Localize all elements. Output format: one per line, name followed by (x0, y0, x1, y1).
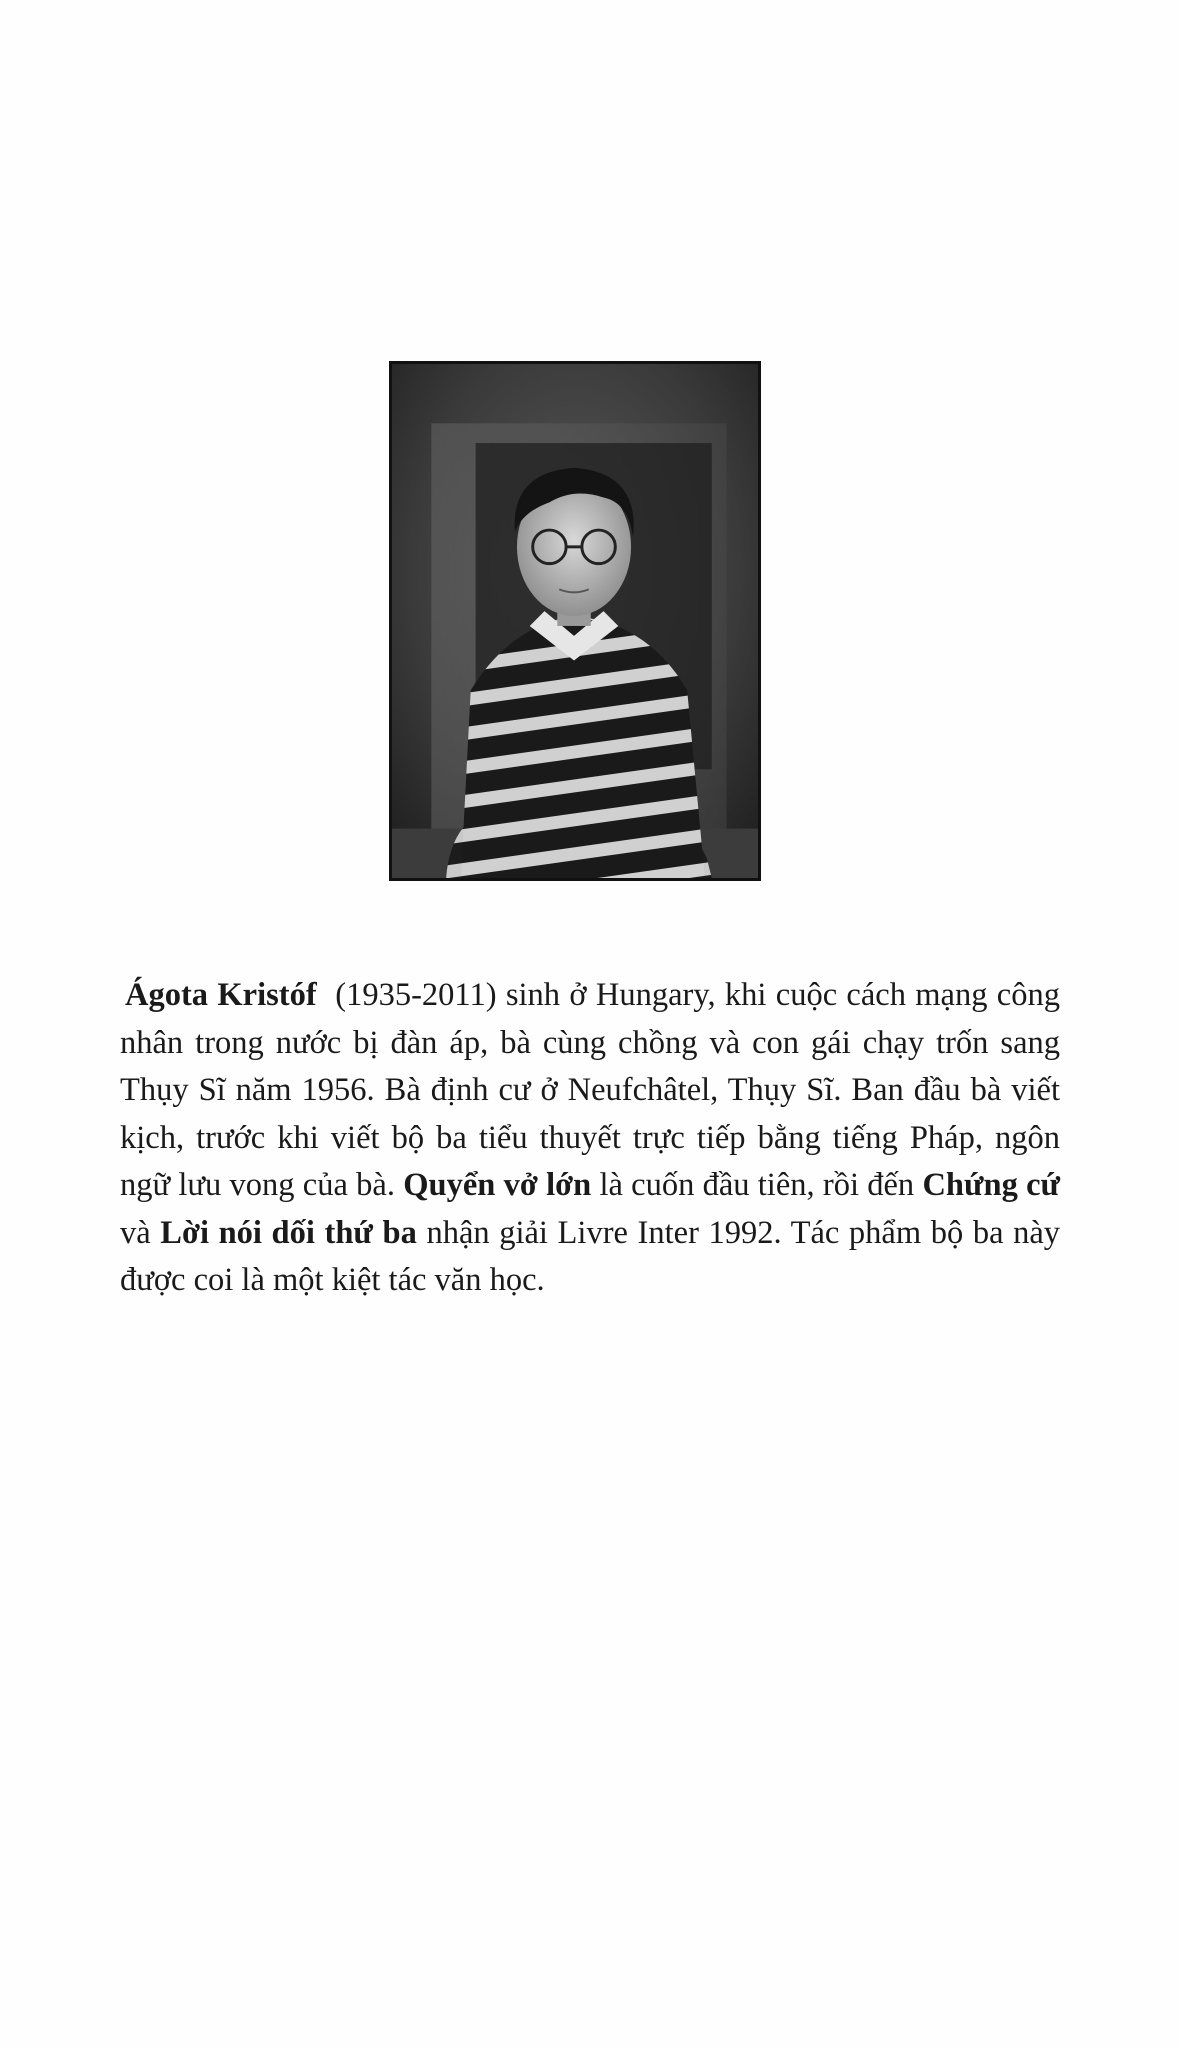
bio-text: ngữ lưu vong của bà. (120, 1167, 395, 1203)
bio-line: Thụy Sĩ năm 1956. Bà định cư ở Neufchâtel, Thụy Sĩ. Ban đầu bà viết (120, 1072, 1060, 1108)
bio-line: kịch, trước khi viết bộ ba tiểu thuyết trực tiếp bằng tiếng Pháp, ngôn (120, 1119, 1060, 1156)
bio-text: là cuốn đầu tiên, rồi đến (599, 1167, 915, 1203)
book-title: Chứng cứ (922, 1167, 1061, 1203)
author-bio (120, 972, 1060, 1305)
bio-line: được coi là một kiệt tác văn học. (120, 1262, 545, 1298)
bio-text: (1935-2011) sinh ở Hungary, khi cuộc cách mạng công (335, 977, 1060, 1013)
bio-line (120, 972, 1060, 1020)
book-title: Quyển vở lớn (403, 1167, 592, 1203)
bio-text: và (120, 1214, 151, 1251)
book-title: Lời nói dối thứ ba (160, 1214, 417, 1251)
author-portrait-photo-icon (392, 364, 758, 878)
bio-text: nhận giải Livre Inter 1992. Tác phẩm bộ ba này (426, 1214, 1061, 1251)
bio-line (120, 1162, 1060, 1210)
author-photo (389, 361, 761, 881)
bio-line: nhân trong nước bị đàn áp, bà cùng chồng và con gái chạy trốn sang (120, 1024, 1060, 1061)
bio-line (120, 1210, 1060, 1258)
author-name: Ágota Kristóf (125, 977, 317, 1013)
